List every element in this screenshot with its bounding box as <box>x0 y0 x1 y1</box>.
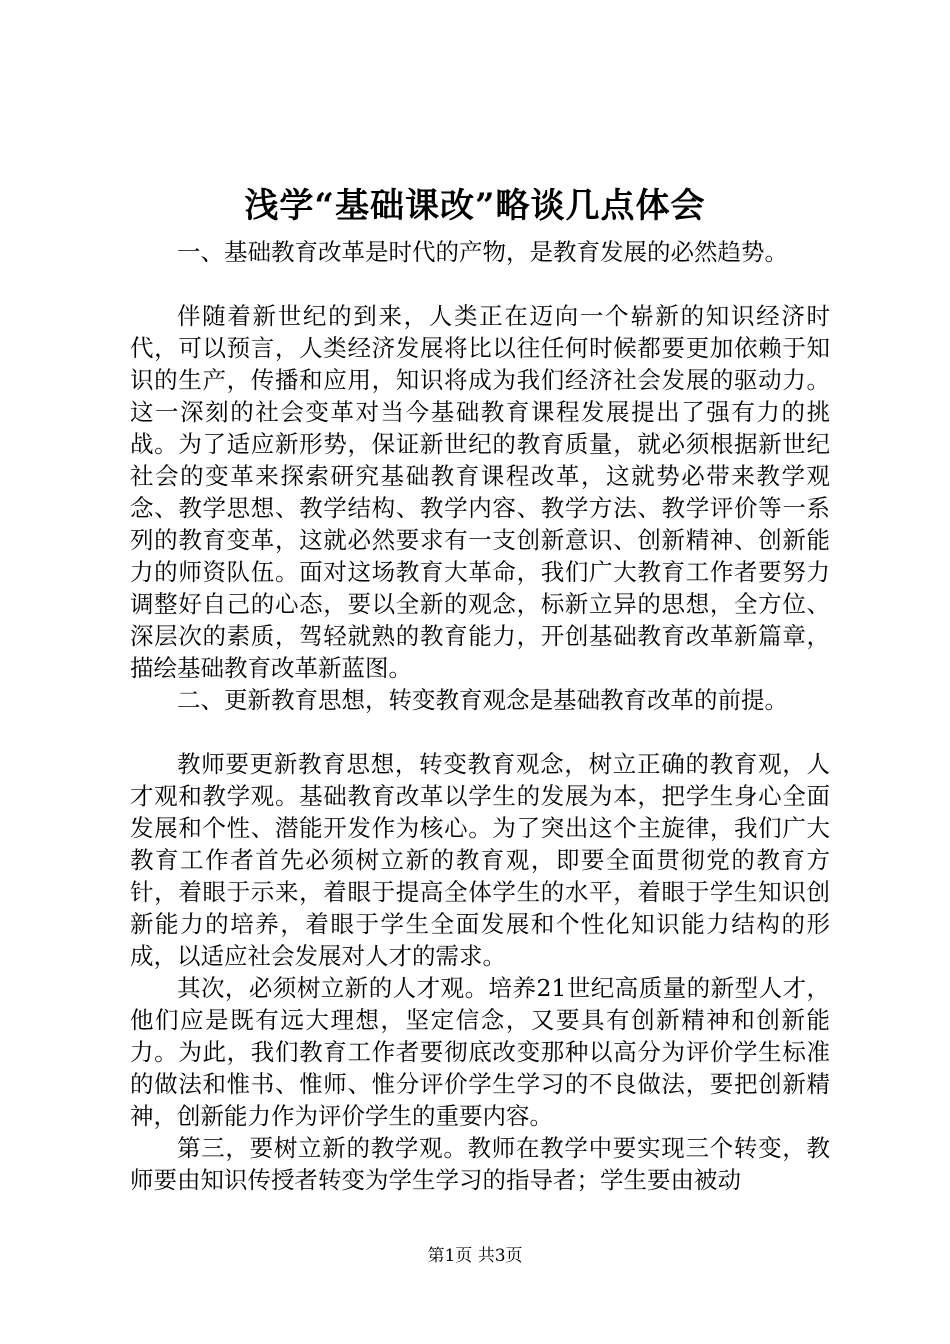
section-1-paragraph-1: 伴随着新世纪的到来，人类正在迈向一个崭新的知识经济时代，可以预言，人类经济发展将比以往任何时候都要更加依赖于知识的生产，传播和应用，知识将成为我们经济社会发展的驱动力。这一深刻的社会变革对当今基础教育课程发展提出了强有力的挑战。为了适应新形势，保证新世纪的教育质量，就必须根据新世纪社会的变革来探索研究基础教育课程改革，这就势必带来教学观念、教学思想、教学结构、教学内容、教学方法、教学评价等一系列的教育变革，这就必然要求有一支创新意识、创新精神、创新能力的师资队伍。面对这场教育大革命，我们广大教育工作者要努力调整好自己的心态，要以全新的观念，标新立异的思想，全方位、深层次的素质，驾轻就熟的教育能力，开创基础教育改革新篇章，描绘基础教育改革新蓝图。 <box>130 302 830 682</box>
section-2-paragraph-1: 教师要更新教育思想，转变教育观念，树立正确的教育观，人才观和教学观。基础教育改革以学生的发展为本，把学生身心全面发展和个性、潜能开发作为核心。为了突出这个主旋律，我们广大教育工作者首先必须树立新的教育观，即要全面贯彻党的教育方针，着眼于示来，着眼于提高全体学生的水平，着眼于学生知识创新能力的培养，着眼于学生全面发展和个性化知识能力结构的形成，以适应社会发展对人才的需求。 <box>130 750 830 970</box>
section-2-heading: 二、更新教育思想，转变教育观念是基础教育改革的前提。 <box>177 686 788 714</box>
section-1-heading: 一、基础教育改革是时代的产物，是教育发展的必然趋势。 <box>177 238 788 266</box>
section-2-paragraph-2: 其次，必须树立新的人才观。培养21世纪高质量的新型人才，他们应是既有远大理想，坚定信念，又要具有创新精神和创新能力。为此，我们教育工作者要彻底改变那种以高分为评价学生标准的做法和惟书、惟师、惟分评价学生学习的不良做法，要把创新精神，创新能力作为评价学生的重要内容。 <box>130 974 830 1130</box>
document-title: 浅学“基础课改”略谈几点体会 <box>244 186 706 226</box>
section-2-paragraph-3: 第三，要树立新的教学观。教师在教学中要实现三个转变，教师要由知识传授者转变为学生学习的指导者；学生要由被动 <box>130 1134 830 1194</box>
page-number-footer: 第1页 共3页 <box>427 1246 523 1266</box>
document-body <box>130 236 830 1196</box>
